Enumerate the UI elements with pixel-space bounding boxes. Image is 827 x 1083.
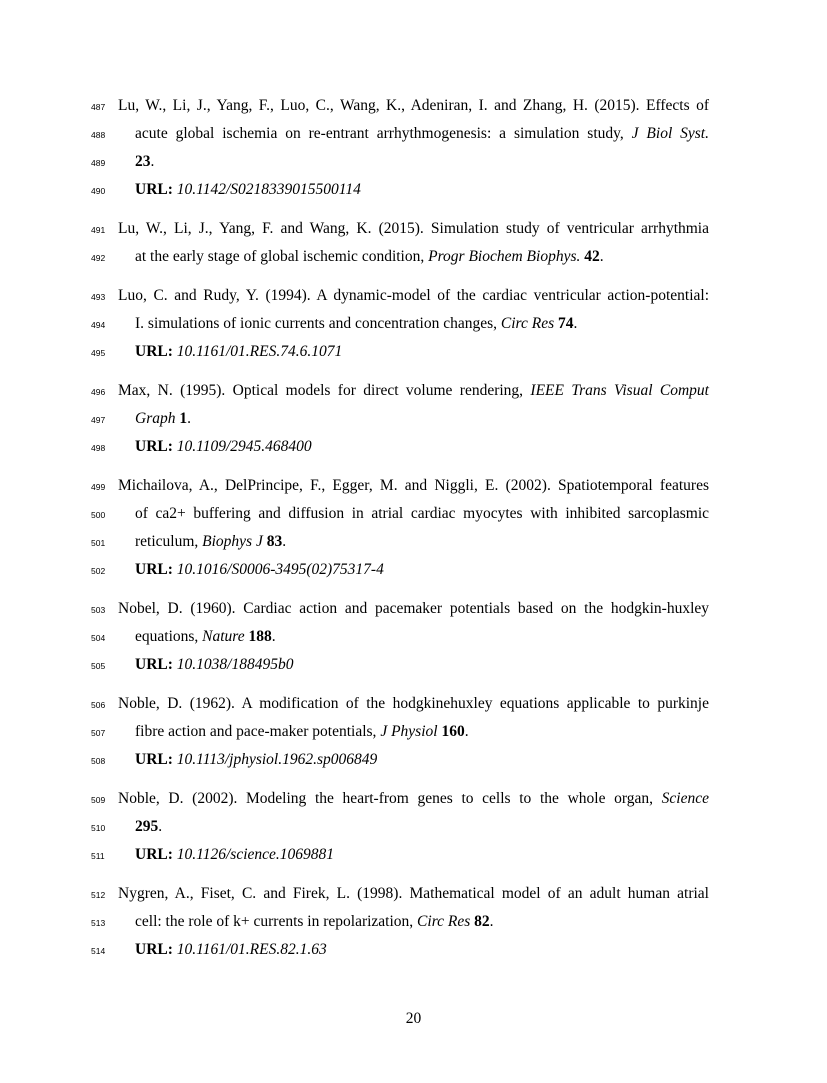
- reference-segment: Luo, C. and Rudy, Y. (1994). A dynamic-model of the cardiac ventricular action-potential:: [118, 287, 709, 304]
- line-number: 492: [91, 253, 106, 263]
- reference-entry: [0, 215, 827, 271]
- doi-link[interactable]: 10.1113/jphysiol.1962.sp006849: [176, 751, 378, 768]
- reference-segment: .: [599, 248, 604, 265]
- reference-line: [0, 595, 827, 623]
- reference-text: [135, 746, 709, 774]
- journal-name: Circ Res: [500, 315, 555, 332]
- journal-name: J Biol Syst.: [631, 125, 709, 142]
- reference-text: [118, 595, 709, 623]
- reference-line: [0, 433, 827, 461]
- volume-number: 23: [135, 153, 151, 170]
- reference-text: [135, 120, 709, 148]
- reference-text: [135, 338, 709, 366]
- reference-line: [0, 785, 827, 813]
- reference-text: [135, 841, 709, 869]
- reference-line: [0, 500, 827, 528]
- reference-segment: fibre action and pace-maker potentials,: [135, 723, 381, 740]
- volume-number: 295: [135, 818, 159, 835]
- journal-name: IEEE Trans Visual Comput: [530, 382, 709, 399]
- journal-name: Nature: [202, 628, 245, 645]
- reference-segment: Lu, W., Li, J., Yang, F. and Wang, K. (2015). Simulation study of ventricular arrhythmia: [118, 220, 709, 237]
- reference-text: [135, 243, 709, 271]
- journal-name: Science: [661, 790, 709, 807]
- url-label: URL:: [135, 343, 173, 360]
- line-number: 487: [91, 102, 106, 112]
- reference-line: [0, 92, 827, 120]
- reference-entry: [0, 880, 827, 964]
- reference-list: [0, 92, 827, 975]
- line-number: 507: [91, 728, 106, 738]
- reference-segment: Noble, D. (2002). Modeling the heart-from genes to cells to the whole organ,: [118, 790, 662, 807]
- reference-text: [118, 215, 709, 243]
- reference-text: [118, 880, 709, 908]
- volume-number: 1: [179, 410, 188, 427]
- journal-name: Biophys J: [202, 533, 263, 550]
- reference-line: [0, 556, 827, 584]
- reference-segment: .: [187, 410, 191, 427]
- reference-entry: [0, 595, 827, 679]
- line-number: 502: [91, 566, 106, 576]
- reference-line: [0, 120, 827, 148]
- doi-link[interactable]: 10.1109/2945.468400: [176, 438, 312, 455]
- reference-text: [118, 690, 709, 718]
- page-number: 20: [405, 1010, 422, 1027]
- volume-number: 82: [474, 913, 490, 930]
- reference-line: [0, 623, 827, 651]
- reference-line: [0, 880, 827, 908]
- reference-line: [0, 338, 827, 366]
- url-label: URL:: [135, 941, 173, 958]
- doi-link[interactable]: 10.1142/S0218339015500114: [176, 181, 361, 198]
- line-number: 499: [91, 482, 106, 492]
- reference-segment: Nobel, D. (1960). Cardiac action and pacemaker potentials based on the hodgkin-huxley: [118, 600, 709, 617]
- journal-name: Graph: [135, 410, 176, 427]
- line-number: 510: [91, 823, 106, 833]
- doi-link[interactable]: 10.1038/188495b0: [176, 656, 294, 673]
- reference-text: [135, 936, 709, 964]
- reference-text: [118, 472, 709, 500]
- reference-line: [0, 841, 827, 869]
- reference-line: [0, 243, 827, 271]
- doi-link[interactable]: 10.1161/01.RES.74.6.1071: [176, 343, 343, 360]
- volume-number: 74: [558, 315, 574, 332]
- reference-text: [118, 92, 709, 120]
- line-number: 490: [91, 186, 106, 196]
- line-number: 506: [91, 700, 106, 710]
- line-number: 497: [91, 415, 106, 425]
- reference-segment: .: [282, 533, 287, 550]
- reference-text: [118, 282, 709, 310]
- reference-line: [0, 148, 827, 176]
- reference-entry: [0, 92, 827, 204]
- reference-text: [135, 405, 709, 433]
- reference-segment: .: [573, 315, 578, 332]
- volume-number: 160: [441, 723, 465, 740]
- line-number: 503: [91, 605, 106, 615]
- reference-line: [0, 405, 827, 433]
- line-number: 508: [91, 756, 106, 766]
- reference-line: [0, 813, 827, 841]
- url-label: URL:: [135, 438, 173, 455]
- reference-text: [135, 651, 709, 679]
- line-number: 511: [91, 851, 105, 861]
- url-label: URL:: [135, 181, 173, 198]
- reference-line: [0, 472, 827, 500]
- journal-name: Circ Res: [417, 913, 471, 930]
- line-number: 494: [91, 320, 106, 330]
- line-number: 504: [91, 633, 106, 643]
- reference-segment: equations,: [135, 628, 203, 645]
- reference-segment: Noble, D. (1962). A modification of the hodgkinehuxley equations applicable to purkinje: [118, 695, 709, 712]
- reference-segment: .: [150, 153, 155, 170]
- reference-segment: .: [489, 913, 494, 930]
- url-label: URL:: [135, 846, 173, 863]
- reference-text: [135, 148, 709, 176]
- reference-line: [0, 528, 827, 556]
- url-label: URL:: [135, 656, 173, 673]
- line-number: 514: [91, 946, 106, 956]
- reference-line: [0, 651, 827, 679]
- reference-line: [0, 282, 827, 310]
- reference-entry: [0, 690, 827, 774]
- reference-entry: [0, 785, 827, 869]
- reference-segment: Max, N. (1995). Optical models for direct volume rendering,: [118, 382, 531, 399]
- reference-segment: acute global ischemia on re-entrant arrhythmogenesis: a simulation study,: [135, 125, 632, 142]
- line-number: 489: [91, 158, 106, 168]
- reference-text: [135, 908, 709, 936]
- reference-segment: of ca2+ buffering and diffusion in atrial cardiac myocytes with inhibited sarcoplasmic: [135, 505, 709, 522]
- volume-number: 83: [266, 533, 283, 550]
- url-label: URL:: [135, 751, 173, 768]
- reference-line: [0, 377, 827, 405]
- reference-segment: Lu, W., Li, J., Yang, F., Luo, C., Wang, K., Adeniran, I. and Zhang, H. (2015). Effects of: [118, 97, 709, 114]
- reference-text: [135, 310, 709, 338]
- line-number: 488: [91, 130, 106, 140]
- reference-line: [0, 936, 827, 964]
- reference-segment: reticulum,: [135, 533, 203, 550]
- doi-link[interactable]: 10.1126/science.1069881: [176, 846, 335, 863]
- line-number: 496: [91, 387, 106, 397]
- journal-name: J Physiol: [380, 723, 438, 740]
- line-number: 512: [91, 890, 106, 900]
- line-number: 513: [91, 918, 106, 928]
- line-number: 509: [91, 795, 106, 805]
- line-number: 505: [91, 661, 106, 671]
- url-label: URL:: [135, 561, 173, 578]
- reference-entry: [0, 377, 827, 461]
- line-number: 498: [91, 443, 106, 453]
- volume-number: 188: [248, 628, 272, 645]
- line-number: 491: [91, 225, 106, 235]
- reference-segment: .: [158, 818, 163, 835]
- line-number: 493: [91, 292, 106, 302]
- journal-name: Progr Biochem Biophys.: [428, 248, 581, 265]
- reference-text: [135, 176, 709, 204]
- volume-number: 42: [584, 248, 600, 265]
- reference-segment: Michailova, A., DelPrincipe, F., Egger, M. and Niggli, E. (2002). Spatiotemporal features: [118, 477, 709, 494]
- reference-text: [135, 528, 709, 556]
- line-number: 501: [91, 538, 106, 548]
- reference-line: [0, 310, 827, 338]
- reference-line: [0, 718, 827, 746]
- reference-text: [135, 623, 709, 651]
- reference-line: [0, 746, 827, 774]
- doi-link[interactable]: 10.1161/01.RES.82.1.63: [176, 941, 327, 958]
- line-number: 495: [91, 348, 106, 358]
- reference-text: [118, 377, 709, 405]
- reference-line: [0, 215, 827, 243]
- reference-entry: [0, 472, 827, 584]
- doi-link[interactable]: 10.1016/S0006-3495(02)75317-4: [176, 561, 384, 578]
- reference-segment: at the early stage of global ischemic condition,: [135, 248, 429, 265]
- reference-text: [135, 718, 709, 746]
- reference-entry: [0, 282, 827, 366]
- reference-segment: cell: the role of k+ currents in repolarization,: [135, 913, 418, 930]
- reference-text: [135, 813, 709, 841]
- reference-text: [118, 785, 709, 813]
- reference-segment: .: [464, 723, 469, 740]
- reference-segment: Nygren, A., Fiset, C. and Firek, L. (1998). Mathematical model of an adult human atrial: [118, 885, 709, 902]
- reference-segment: .: [271, 628, 276, 645]
- reference-segment: I. simulations of ionic currents and concentration changes,: [135, 315, 501, 332]
- reference-text: [135, 500, 709, 528]
- reference-line: [0, 176, 827, 204]
- line-number: 500: [91, 510, 106, 520]
- reference-text: [135, 433, 709, 461]
- reference-line: [0, 690, 827, 718]
- reference-text: [135, 556, 709, 584]
- reference-line: [0, 908, 827, 936]
